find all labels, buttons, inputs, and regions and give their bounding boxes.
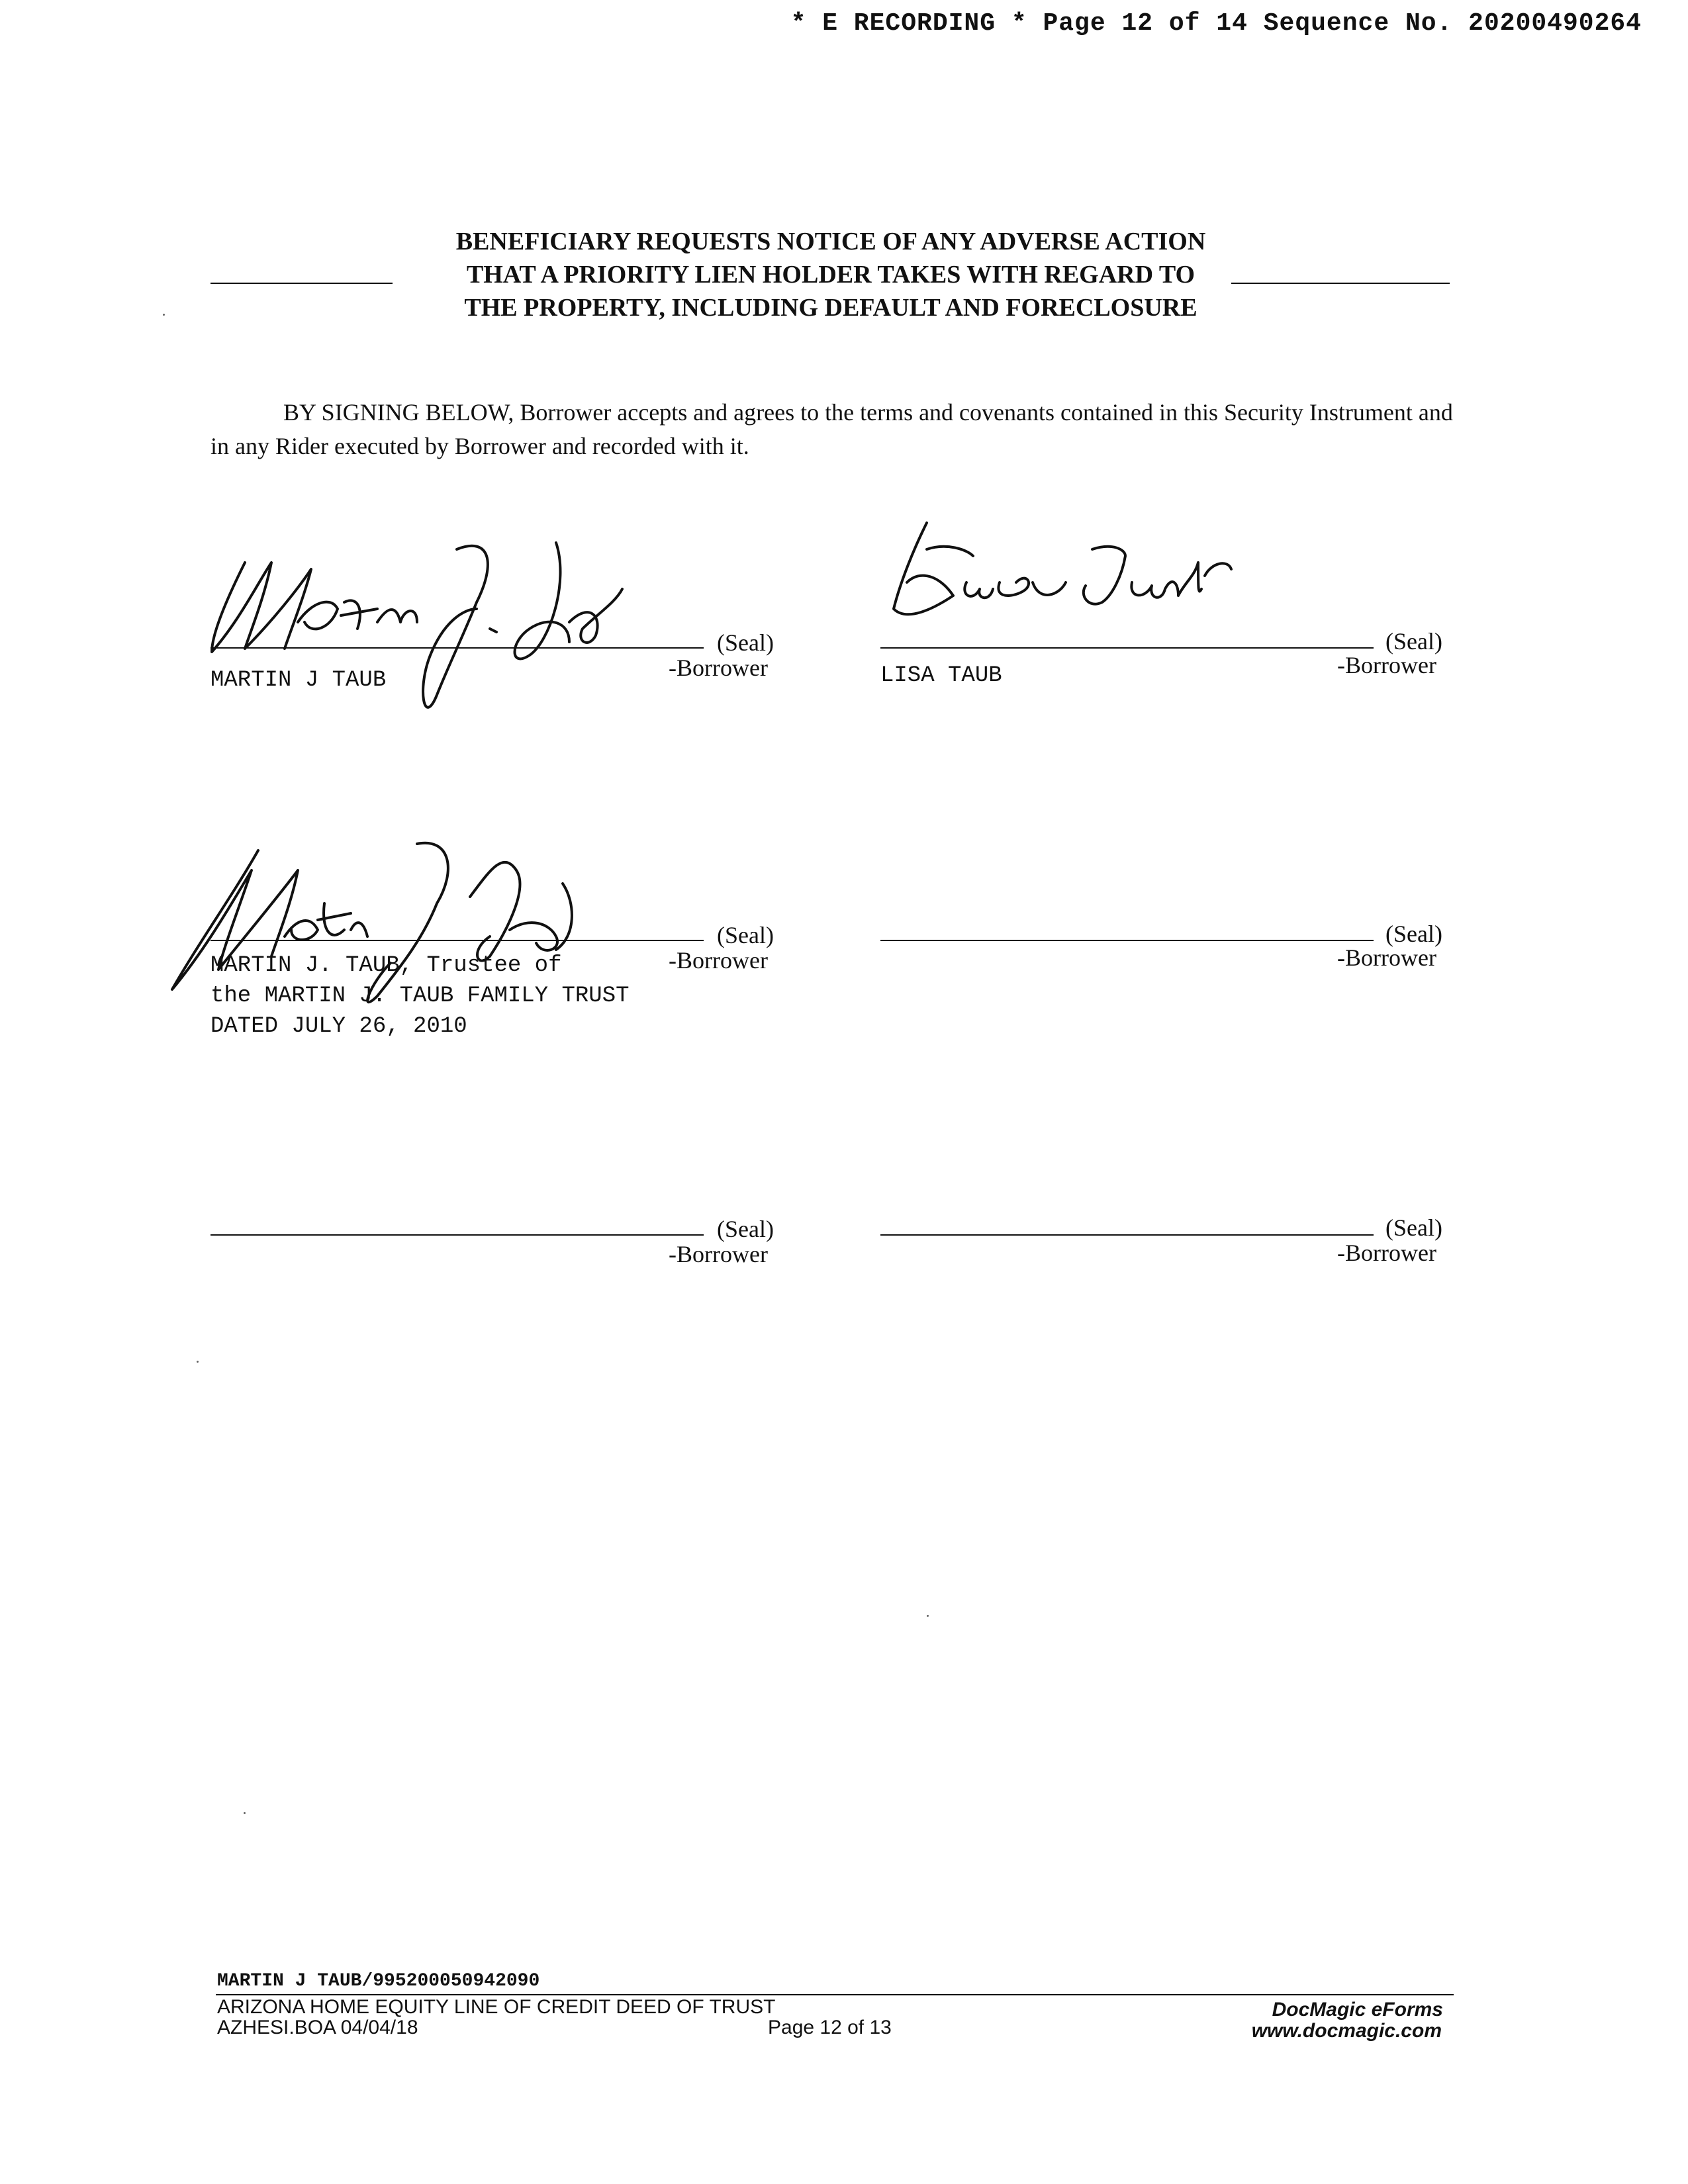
scan-speck: [163, 314, 165, 316]
scan-speck: [927, 1615, 929, 1617]
signature-line-6: [880, 1234, 1374, 1236]
seal-label-1: (Seal): [717, 629, 774, 656]
notice-line-3: THE PROPERTY, INCLUDING DEFAULT AND FORECLOSURE: [464, 294, 1197, 322]
signature-line-2: [880, 647, 1374, 649]
footer-rule: [216, 1994, 1454, 1995]
footer-borrower-loan: MARTIN J TAUB/995200050942090: [217, 1971, 540, 1991]
seal-label-4: (Seal): [1385, 921, 1442, 947]
borrower-label-6: -Borrower: [1337, 1240, 1436, 1266]
seal-label-3: (Seal): [717, 922, 774, 948]
signature-martin-taub: [199, 523, 629, 741]
borrower-name-3: MARTIN J. TAUB, Trustee of the MARTIN J. TAUB FAMILY TRUST DATED JULY 26, 2010: [211, 953, 630, 1039]
seal-label-5: (Seal): [717, 1216, 774, 1242]
signature-line-4: [880, 940, 1374, 941]
scan-speck: [244, 1812, 246, 1814]
signature-line-5: [211, 1234, 704, 1236]
signature-lisa-taub: [867, 510, 1238, 642]
notice-rule-right: [1231, 283, 1450, 284]
notice-heading: [205, 225, 1456, 324]
borrower-label-4: -Borrower: [1337, 944, 1436, 971]
footer-form-code: AZHESI.BOA 04/04/18: [217, 2017, 418, 2038]
footer-page-number: Page 12 of 13: [768, 2017, 892, 2038]
footer-brand: DocMagic eForms: [1272, 1999, 1443, 2021]
borrower-label-2: -Borrower: [1337, 652, 1436, 678]
scan-speck: [197, 1361, 199, 1363]
borrower-name-2: LISA TAUB: [880, 663, 1002, 688]
notice-rule-left: [211, 283, 393, 284]
borrower-label-3: -Borrower: [669, 947, 768, 974]
footer-doc-title: ARIZONA HOME EQUITY LINE OF CREDIT DEED OF TRUST: [217, 1996, 776, 2018]
recording-header: * E RECORDING * Page 12 of 14 Sequence No. 20200490264: [790, 9, 1642, 38]
seal-label-2: (Seal): [1385, 628, 1442, 655]
signature-line-1: [211, 647, 704, 649]
borrower-label-1: -Borrower: [669, 655, 768, 681]
agreement-paragraph: BY SIGNING BELOW, Borrower accepts and agrees to the terms and covenants contained in this Security Instrument and in any Rider executed by Borrower and recorded with it.: [211, 399, 1453, 459]
notice-line-1: BENEFICIARY REQUESTS NOTICE OF ANY ADVERSE ACTION: [455, 228, 1206, 255]
footer-website: www.docmagic.com: [1251, 2020, 1442, 2042]
borrower-label-5: -Borrower: [669, 1241, 768, 1267]
seal-label-6: (Seal): [1385, 1214, 1442, 1241]
borrower-name-1: MARTIN J TAUB: [211, 668, 387, 693]
signature-line-3: [211, 940, 704, 941]
notice-line-2: THAT A PRIORITY LIEN HOLDER TAKES WITH REGARD TO: [466, 261, 1196, 289]
